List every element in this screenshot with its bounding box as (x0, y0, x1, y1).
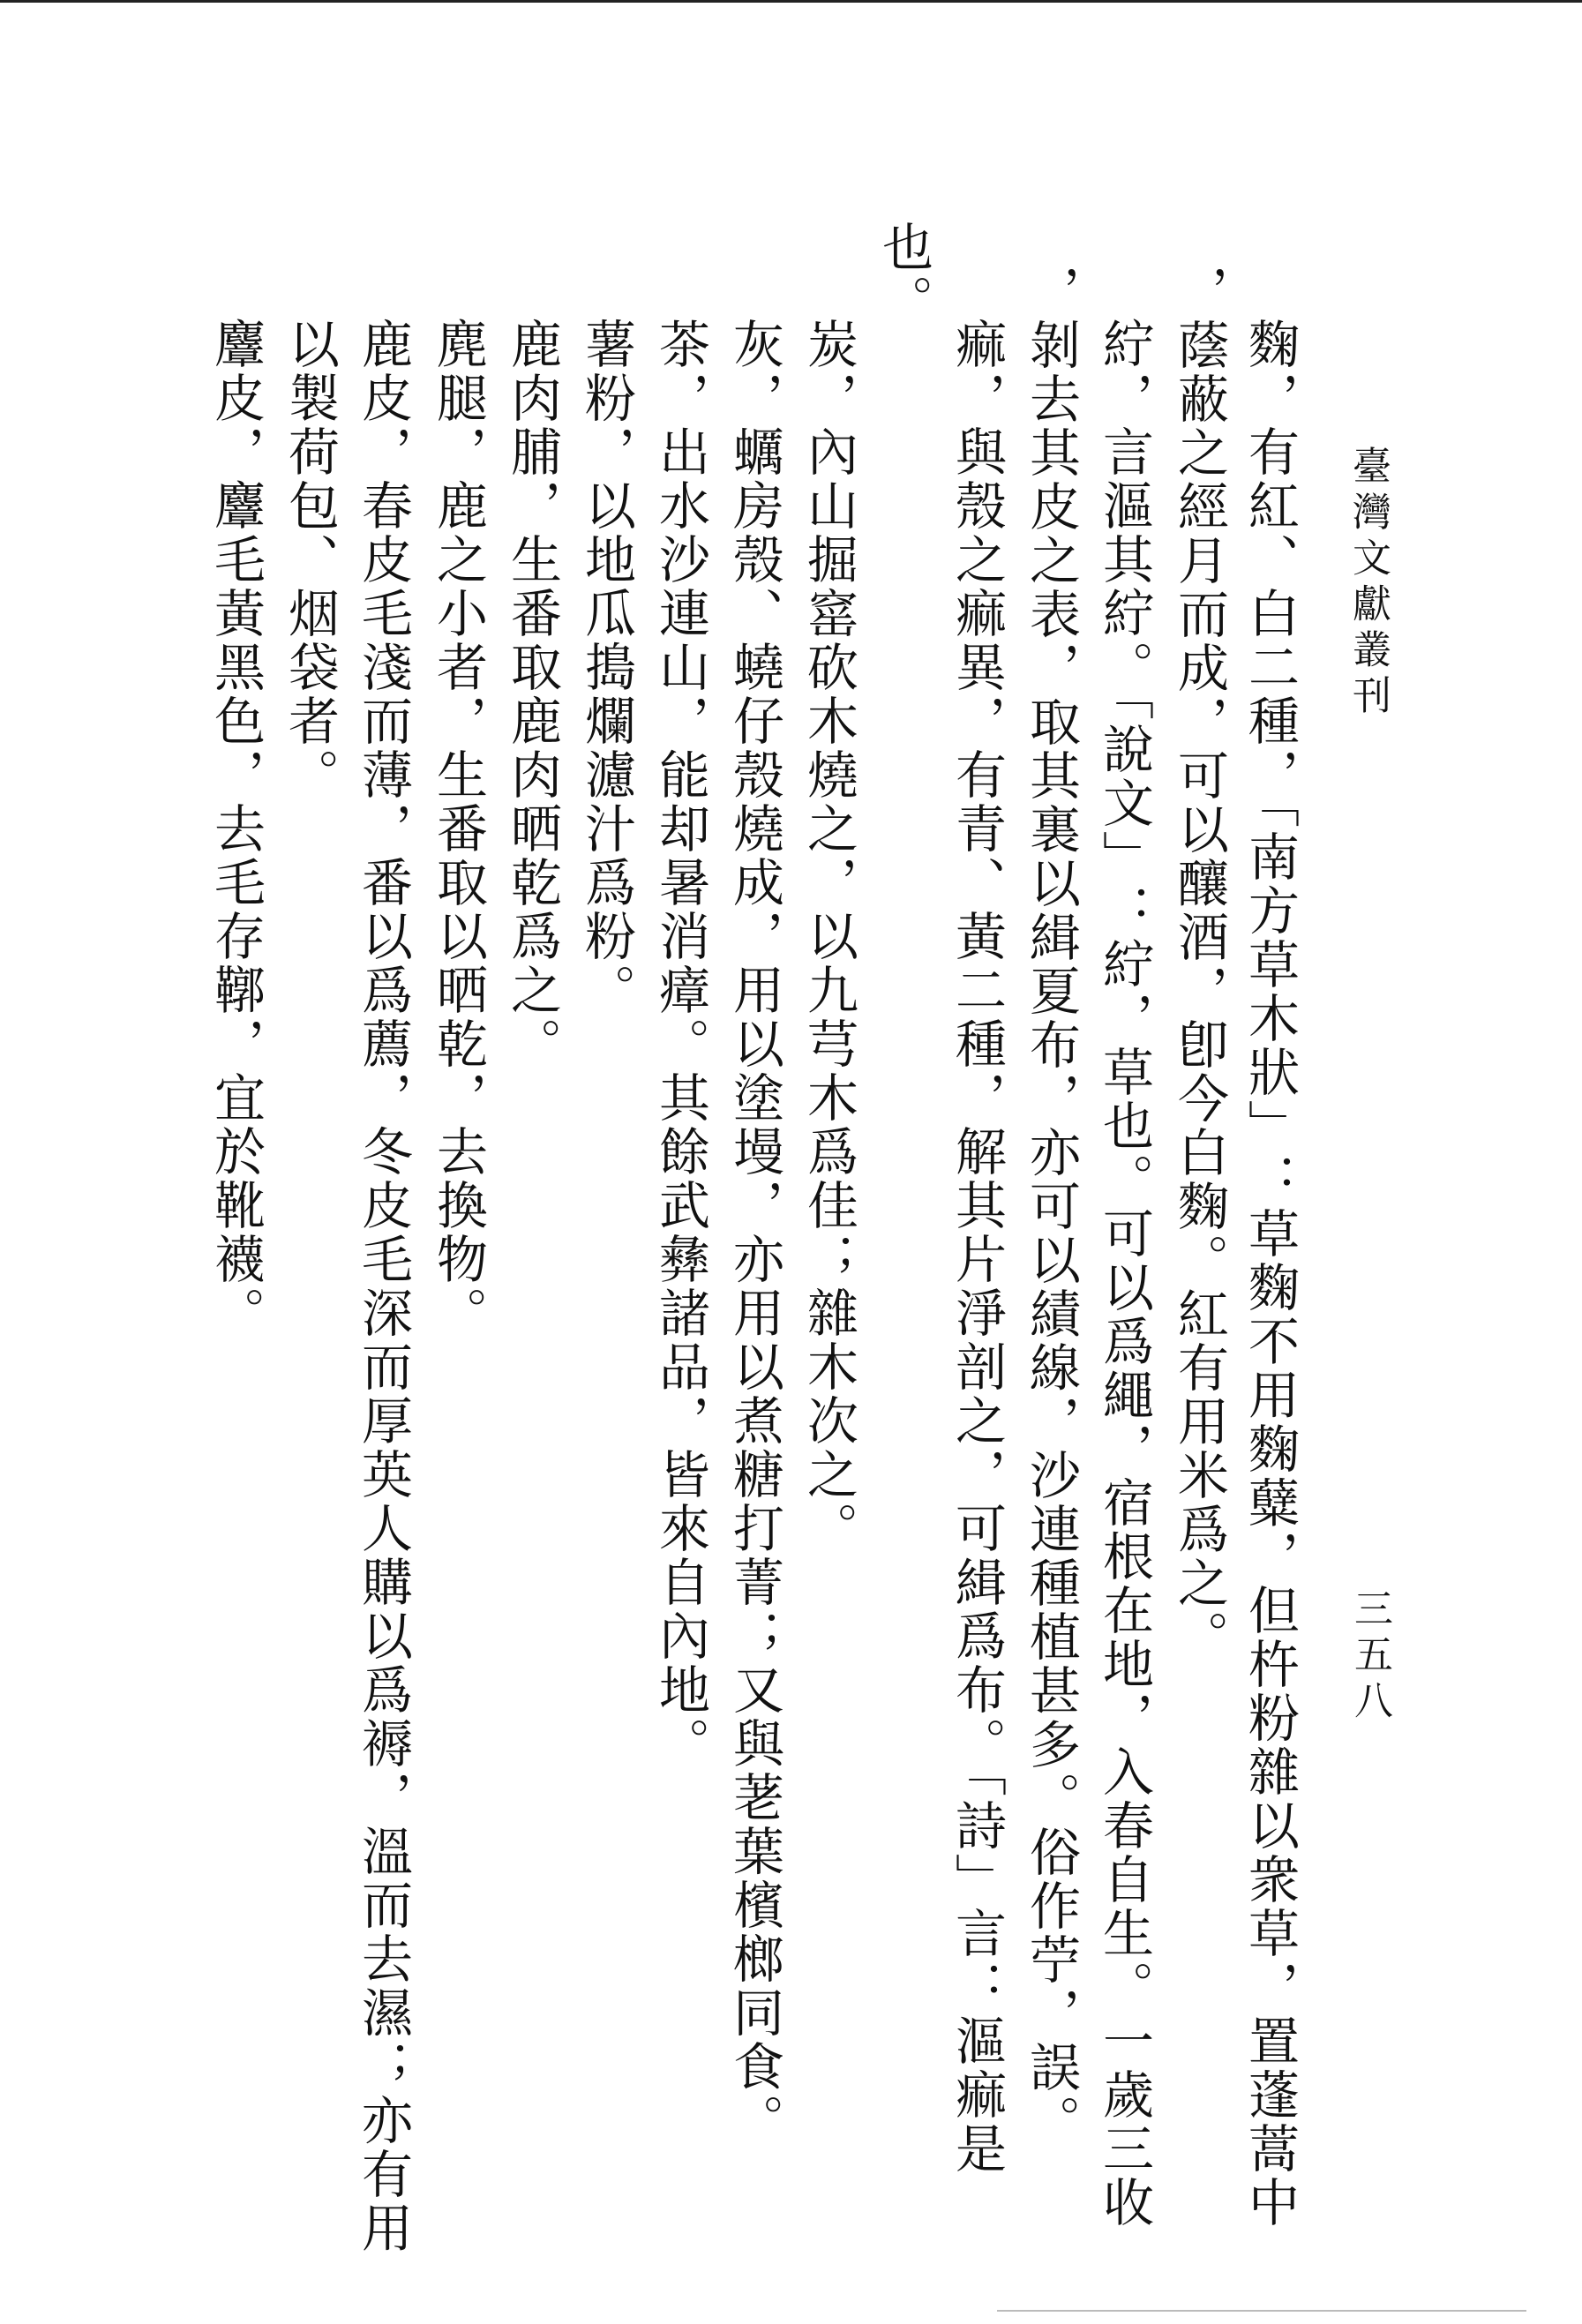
text-column-13: 鹿皮，春皮毛淺而薄，番以爲薦，冬皮毛深而厚英人購以爲褥，溫而去濕；亦有用 (353, 318, 413, 2255)
text-column-10: 薯粉，以地瓜搗爛濾汁爲粉。 (576, 318, 636, 1017)
text-column-15: 麞皮，麞毛黃黑色，去毛存鞹，宜於靴襪。 (206, 318, 266, 1340)
text-column-3: 紵，言漚其紵。「說文」：紵，草也。可以爲繩，宿根在地，入春自生。一歲三收 (1094, 318, 1154, 2230)
top-border-line (0, 0, 1582, 3)
text-column-5: 痲，與殼之痲異，有青、黃二種，解其片淨剖之，可緝爲布。「詩」言：漚痲是 (947, 318, 1007, 2176)
bottom-scan-line (997, 2310, 1526, 2312)
text-column-6: 也。 (873, 221, 933, 328)
text-column-14: 以製荷包、烟袋者。 (280, 318, 340, 802)
text-column-9: 茶，出水沙連山，能却暑消瘴。其餘武彝諸品，皆來自內地。 (650, 318, 710, 1771)
text-column-1: 麴，有紅、白二種，「南方草木狀」：草麴不用麴糵，但杵粉雜以衆草，置蓬蒿中 (1240, 318, 1300, 2230)
text-column-12: 麂腿，鹿之小者，生番取以晒乾，去換物。 (428, 318, 488, 1340)
running-header-title: 臺灣文獻叢刊 (1346, 446, 1391, 721)
text-column-2: ，蔭蔽之經月而成，可以釀酒，卽今白麴。紅有用米爲之。 (1169, 265, 1229, 1664)
text-column-11: 鹿肉脯，生番取鹿肉晒乾爲之。 (502, 318, 562, 1071)
text-column-7: 炭，內山掘窰砍木燒之，以九芎木爲佳；雜木次之。 (798, 318, 858, 1556)
text-column-8: 灰，蠣房殼、蟯仔殼燒成，用以塗墁，亦用以煮糖打菁；又與荖葉檳榔同食。 (724, 318, 784, 2148)
text-column-4: ，剝去其皮之表，取其裏以緝夏布，亦可以績線，沙連種植甚多。俗作苧，誤。 (1021, 265, 1081, 2148)
page-number: 三五八 (1347, 1588, 1392, 1726)
